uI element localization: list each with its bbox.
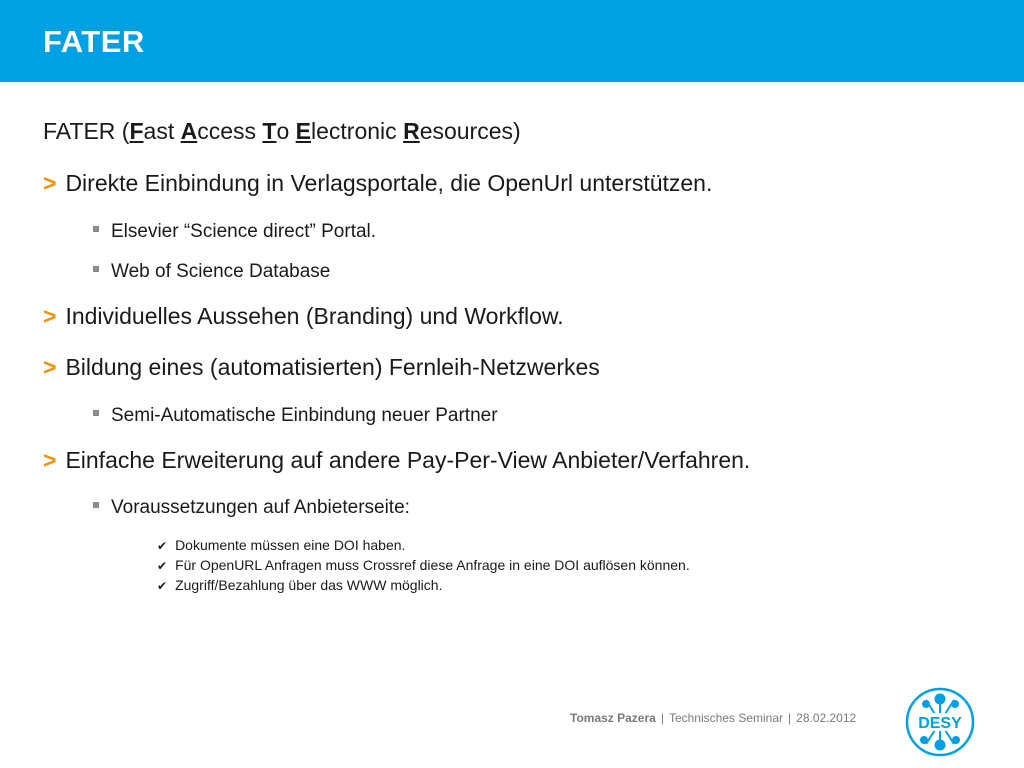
arrow-bullet-icon: > <box>43 303 57 329</box>
intro-prefix: FATER ( <box>43 118 130 144</box>
sub-bullet-text: Semi-Automatische Einbindung neuer Partner <box>111 405 498 426</box>
acronym-letter-e: E <box>295 118 312 144</box>
square-bullet-icon <box>93 266 99 272</box>
check-item-text: Zugriff/Bezahlung über das WWW möglich. <box>175 577 443 593</box>
acronym-rest-t: o <box>276 118 296 144</box>
check-item-text: Dokumente müssen eine DOI haben. <box>175 537 406 553</box>
sub-bullet-text: Elsevier “Science direct” Portal. <box>111 221 377 242</box>
bullet-pay-per-view <box>43 447 750 474</box>
square-bullet-icon <box>93 226 99 232</box>
slide-footer <box>570 711 856 725</box>
logo-text: DESY <box>918 715 962 732</box>
checkmark-icon: ✔ <box>157 559 168 573</box>
check-item-www <box>157 577 442 593</box>
intro-suffix: ) <box>513 118 521 144</box>
footer-separator: | <box>660 711 664 725</box>
acronym-rest-f: ast <box>143 118 181 144</box>
acronym-letter-r: R <box>403 118 420 144</box>
slide-title: FATER <box>43 24 145 59</box>
square-bullet-icon <box>93 410 99 416</box>
square-bullet-icon <box>93 502 99 508</box>
bullet-branding <box>43 303 564 330</box>
bullet-network <box>43 354 600 381</box>
checkmark-icon: ✔ <box>157 539 168 553</box>
sub-bullet-elsevier <box>93 221 376 243</box>
acronym-rest-a: ccess <box>197 118 263 144</box>
arrow-bullet-icon: > <box>43 447 57 473</box>
bullet-text: Bildung eines (automatisierten) Fernleih-Netzwerkes <box>65 354 600 380</box>
desy-logo-icon <box>904 686 976 758</box>
sub-bullet-text: Web of Science Database <box>111 261 331 282</box>
footer-date: 28.02.2012 <box>796 711 857 725</box>
check-item-doi <box>157 537 405 553</box>
sub-bullet-web-of-science <box>93 261 330 283</box>
footer-separator: | <box>788 711 792 725</box>
acronym-rest-e: lectronic <box>311 118 404 144</box>
sub-bullet-partners <box>93 405 498 427</box>
acronym-letter-f: F <box>129 118 144 144</box>
bullet-text: Einfache Erweiterung auf andere Pay-Per-View Anbieter/Verfahren. <box>65 447 751 473</box>
checkmark-icon: ✔ <box>157 579 168 593</box>
sub-bullet-text: Voraussetzungen auf Anbieterseite: <box>111 497 410 518</box>
footer-author: Tomasz Pazera <box>570 711 656 725</box>
check-item-text: Für OpenURL Anfragen muss Crossref diese Anfrage in eine DOI auflösen können. <box>175 557 690 573</box>
title-bar <box>0 0 1024 82</box>
arrow-bullet-icon: > <box>43 170 57 196</box>
acronym-rest-r: esources <box>419 118 514 144</box>
footer-event: Technisches Seminar <box>668 711 784 725</box>
check-item-crossref <box>157 557 690 573</box>
acronym-letter-t: T <box>262 118 277 144</box>
acronym-letter-a: A <box>180 118 198 144</box>
arrow-bullet-icon: > <box>43 354 57 380</box>
bullet-text: Direkte Einbindung in Verlagsportale, die OpenUrl unterstützen. <box>65 170 713 196</box>
sub-bullet-requirements <box>93 497 410 519</box>
bullet-text: Individuelles Aussehen (Branding) und Workflow. <box>65 303 564 329</box>
intro-line <box>43 118 521 145</box>
bullet-direct-integration <box>43 170 712 197</box>
